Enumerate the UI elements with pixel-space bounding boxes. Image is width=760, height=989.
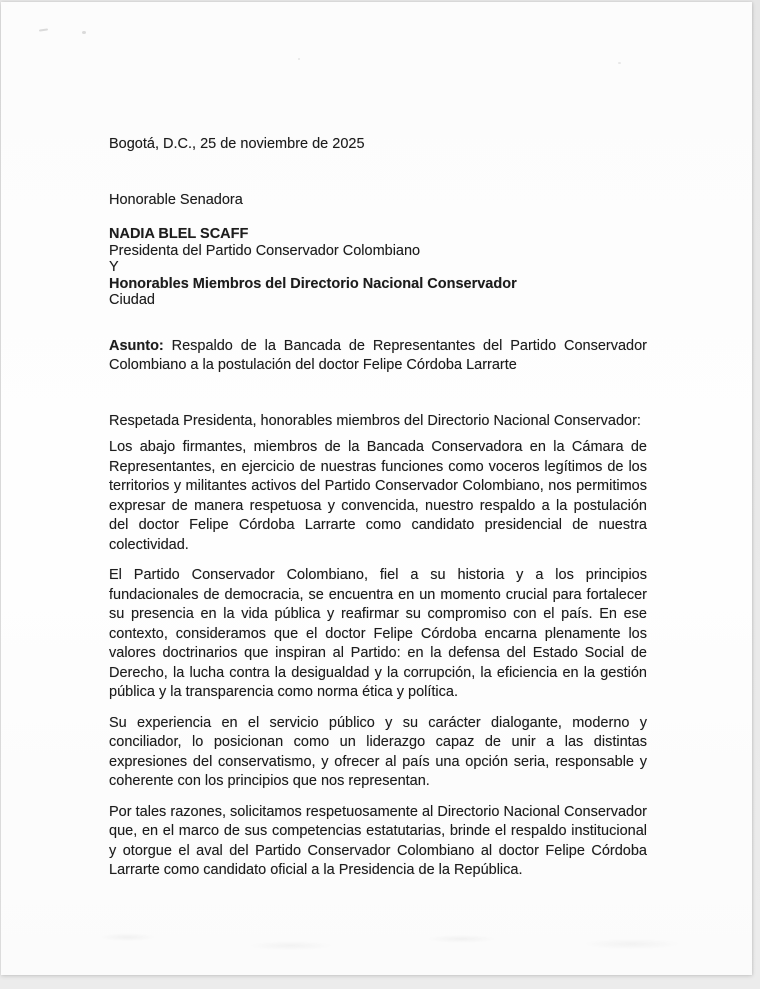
body-paragraph-4: Por tales razones, solicitamos respetuosamente al Directorio Nacional Conservador que, en el marco de sus competencias estatutarias, brinde el respaldo institucional y otorgue el aval del Partido Conservador Colombiano al doctor Felipe Córdoba Larrarte como candidato oficial a la Presidencia de la República. — [109, 803, 647, 878]
recipient-title: Presidenta del Partido Conservador Colombiano — [109, 242, 421, 259]
scan-ghosting — [21, 927, 731, 961]
subject-text: Respaldo de la Bancada de Representantes del Partido Conservador Colombiano a la postulación del doctor Felipe Córdoba Larrarte — [109, 337, 647, 373]
body-paragraph-2: El Partido Conservador Colombiano, fiel a su historia y a los principios fundacionales de democracia, se encuentra en un momento crucial para fortalecer su presencia en la vida pública y reafirmar su compromiso con el país. En ese contexto, consideramos que el doctor Felipe Córdoba encarna plenamente los valores doctrinarios que inspiran al Partido: en la defensa del Estado Social de Derecho, la lucha contra la desigualdad y la corrupción, la eficiencia en la gestión pública y la transparencia como norma ética y política. — [109, 567, 647, 700]
recipient-city: Ciudad — [109, 292, 155, 308]
recipient-conjunction: Y — [109, 259, 119, 275]
greeting-line: Respetada Presidenta, honorables miembros del Directorio Nacional Conservador: — [109, 412, 641, 429]
body-paragraph-3: Su experiencia en el servicio público y su carácter dialogante, moderno y conciliador, lo posicionan como un liderazgo capaz de unir a las distintas expresiones del conservatismo, y ofrecer al país una opción seria, responsable y coherente con los principios que nos representan. — [109, 714, 647, 789]
recipient-block — [109, 226, 647, 309]
date-line: Bogotá, D.C., 25 de noviembre de 2025 — [109, 136, 365, 152]
body-paragraph-1: Los abajo firmantes, miembros de la Bancada Conservadora en la Cámara de Representantes, en ejercicio de nuestras funciones como voceros legítimos de los territorios y militantes activos del Partido Conservador Colombiano, nos permitimos expresar de manera respetuosa y convencida, nuestro respaldo a la postulación del doctor Felipe Córdoba Larrarte como candidato presidencial de nuestra colectividad. — [109, 439, 647, 553]
recipient-salutation: Honorable Senadora — [109, 191, 243, 208]
letter-page — [1, 2, 752, 975]
subject-label: Asunto: — [109, 337, 164, 354]
recipient-name: NADIA BLEL SCAFF — [109, 226, 249, 242]
recipient-additional: Honorables Miembros del Directorio Nacional Conservador — [109, 275, 517, 292]
subject-line — [109, 337, 647, 376]
letter-body — [1, 2, 752, 881]
